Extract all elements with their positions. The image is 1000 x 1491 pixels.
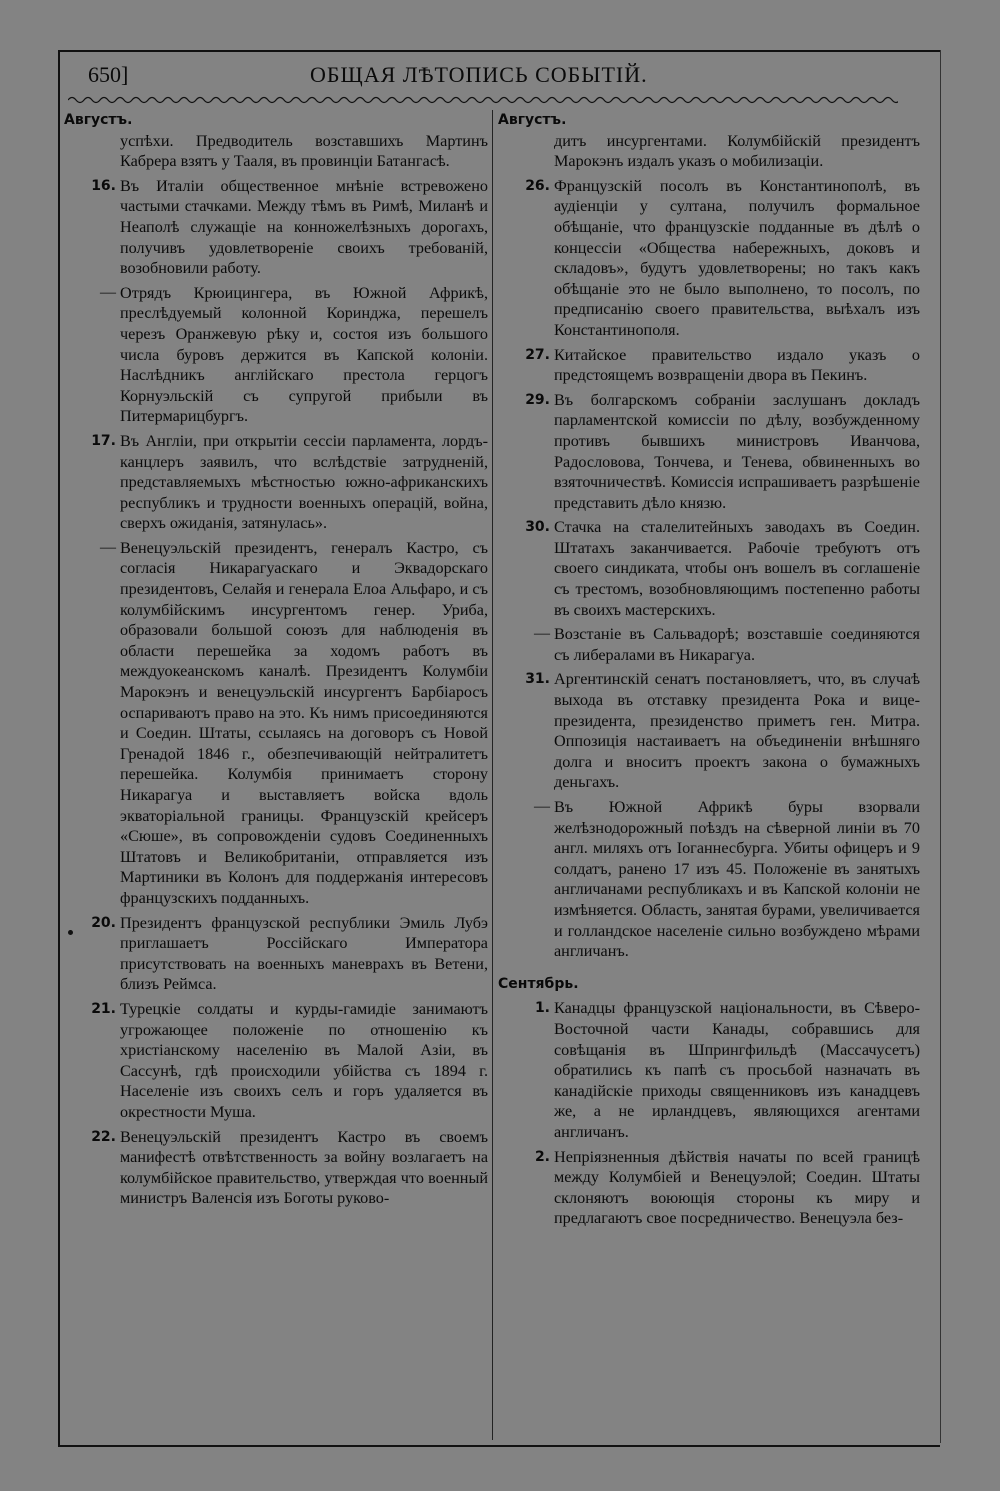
- entry-date: 30.: [525, 519, 550, 536]
- entry-date: 2.: [534, 1148, 550, 1165]
- entry-text: Непріязненныя дѣйствія начаты по всей границѣ между Колумбіей и Венецуэлой; Соедин. Штаты склоняютъ воюющія стороны къ миру и предлагаютъ свое посредничество. Венецуэла без-: [554, 1147, 920, 1228]
- entry-date: 21.: [91, 1000, 116, 1017]
- entry-date: —: [100, 283, 116, 301]
- month-heading: Августъ.: [498, 112, 567, 128]
- entry-text: Канадцы французской національности, въ Сѣверо-Восточной части Канады, собравшись для совѣщанія въ Шпрингфильдѣ (Массачусетъ) обратились къ папѣ съ просьбой назначать въ канадійскіе приходы священниковъ изъ канадцевъ же, а не ирландцевъ, являющихся агентами англичанъ.: [554, 999, 920, 1141]
- entry-date: 22.: [91, 1128, 116, 1145]
- entry-text: Возстаніе въ Сальвадорѣ; возставшіе соединяются съ либералами въ Никарагуа.: [554, 625, 920, 664]
- entry-date: 17.: [91, 432, 116, 449]
- entry-date: 1.: [534, 1000, 550, 1017]
- right-column: [498, 110, 920, 1233]
- chronicle-entry: [498, 390, 920, 514]
- chronicle-entry: [498, 669, 920, 793]
- entry-text: Въ болгарскомъ собраніи заслушанъ докладъ парламентской комиссіи по дѣлу, возбужденному противъ бывшихъ министровъ Иванчова, Радословова, Тончева, и Тенева, обвиненныхъ во взяточничествѣ. Комиссія испрашиваетъ разрѣшеніе представить дѣло князю.: [554, 390, 920, 512]
- entry-text: Въ Южной Африкѣ буры взорвали желѣзнодорожный поѣздъ на сѣверной линіи въ 70 англ. миляхъ отъ Іоганнесбурга. Убиты офицеръ и 9 солдатъ, ранено 17 изъ 45. Положеніе въ занятыхъ англичанами республикахъ и въ Капской колоніи не измѣняется. Область, занятая бурами, увеличивается и голландское населеніе сильно возбуждено мѣрами англичанъ.: [554, 798, 920, 961]
- column-divider: [492, 110, 493, 1440]
- entry-text: Турецкіе солдаты и курды-гамидіе занимаютъ угрожающее положеніе по отношенію къ христіанскому населенію въ Малой Азіи, въ Сассунѣ, гдѣ происходили убійства съ 1894 г. Населеніе изъ своихъ селъ и горъ удаляется въ окрестности Муша.: [120, 999, 488, 1121]
- entry-date: 20.: [91, 914, 116, 931]
- chronicle-entry: [64, 913, 488, 995]
- entry-text: Въ Англіи, при открытіи сессіи парламента, лордъ-канцлеръ заявилъ, что вслѣдствіе затрудненій, представляемыхъ мѣстностью южно-африканскихъ республикъ и трудности военныхъ операцій, война, сверхъ ожиданія, затянулась».: [120, 431, 488, 533]
- entry-date: 26.: [525, 177, 550, 194]
- page-title: ОБЩАЯ ЛѢТОПИСЬ СОБЫТІЙ.: [310, 62, 648, 87]
- chronicle-entry: [64, 176, 488, 279]
- chronicle-entry: [498, 345, 920, 386]
- chronicle-entry: [64, 1127, 488, 1209]
- chronicle-entry: [498, 624, 920, 665]
- entry-text: Президентъ французской республики Эмиль Лубэ приглашаетъ Россійскаго Императора присутствовать на военныхъ маневрахъ въ Ветени, близъ Реймса.: [120, 913, 488, 994]
- right-entries-september: [498, 998, 920, 1229]
- chronicle-entry: [64, 999, 488, 1123]
- entry-text: Французскій посолъ въ Константинополѣ, въ аудіенціи у султана, получилъ формальное обѣщаніе, что французскіе подданные въ дѣлѣ о концессіи «Общества набережныхъ, доковъ и складовъ», будутъ удовлетворены; но такъ какъ обѣщаніе это не было выполнено, то посолъ, по предписанію своего правительства, выѣхалъ изъ Константинополя.: [554, 176, 920, 339]
- month-heading: Августъ.: [64, 112, 133, 128]
- page-number: 650]: [88, 62, 129, 87]
- entry-text: Стачка на сталелитейныхъ заводахъ въ Соедин. Штатахъ заканчивается. Рабочіе требуютъ отъ своего синдиката, чтобы онъ вошелъ въ соглашеніе съ трестомъ, возобновляющимъ постепенно работы въ своихъ мастерскихъ.: [554, 518, 920, 619]
- entry-text: Венецуэльскій президентъ Кастро въ своемъ манифестѣ отвѣтственность за войну возлагаетъ на колумбійское правительство, утверждая что военный министръ Валенсія изъ Боготы руково-: [120, 1127, 488, 1208]
- entry-date: —: [100, 538, 116, 556]
- entry-date: 27.: [525, 346, 550, 363]
- entry-date: 31.: [525, 671, 550, 688]
- header-wavy-rule: [68, 93, 898, 107]
- chronicle-entry: [498, 517, 920, 620]
- chronicle-entry: [64, 283, 488, 427]
- entry-text: Аргентинскій сенатъ постановляетъ, что, въ случаѣ выхода въ отставку президента Рока и вице-президента, президенство приметъ ген. Митра. Оппозиція настаиваетъ на объединеніи внѣшняго долга и вноситъ проектъ закона о бумажныхъ деньгахъ.: [554, 670, 920, 792]
- chronicle-entry: [498, 1147, 920, 1229]
- month-heading-september: Сентябрь.: [498, 975, 579, 992]
- left-column: [64, 110, 488, 1213]
- entry-date: —: [534, 798, 550, 815]
- entry-text: Китайское правительство издало указъ о предстоящемъ возвращеніи двора въ Пекинъ.: [554, 345, 920, 385]
- continuation-text: дитъ инсургентами. Колумбійскій президентъ Марокэнъ издалъ указъ о мобилизаціи.: [554, 131, 920, 171]
- chronicle-entry: [498, 797, 920, 962]
- right-entries: [498, 176, 920, 962]
- left-entries: [64, 176, 488, 1209]
- chronicle-entry: [498, 176, 920, 341]
- continuation-text: успѣхи. Предводитель возставшихъ Мартинъ Кабрера взятъ у Тааля, въ провинціи Батангасѣ.: [120, 131, 488, 171]
- chronicle-entry: [498, 998, 920, 1142]
- entry-text: Венецуэльскій президентъ, генералъ Кастро, съ согласія Никарагуаскаго и Эквадорскаго президентовъ, Селайя и генерала Елоа Альфаро, и съ колумбійскимъ инсургентомъ генер. Уриба, образовали большой союзъ для наблюденія въ области перешейка за ходомъ работъ въ междуокеанскомъ каналѣ. Президентъ Колумбіи Марокэнъ и венецуэльскій инсургентъ Барбіаросъ оспариваютъ право на это. Къ нимъ присоединяются и Соедин. Штаты, ссылаясь на договоръ съ Новой Гренадой 1846 г., обезпечивающій нейтралитетъ перешейка. Колумбія принимаетъ сторону Никарагуа и выставляетъ войска вдоль экваторіальной границы. Французскій крейсеръ «Сюше», въ сопровожденіи судовъ Соединенныхъ Штатовъ и Великобританіи, отправляется изъ Мартиники въ Колонъ для поддержанія интересовъ французскихъ подданныхъ.: [120, 538, 488, 907]
- page-frame-right: [940, 50, 941, 1443]
- margin-dot: [68, 930, 73, 935]
- entry-date: —: [534, 625, 550, 643]
- entry-date: 29.: [525, 391, 550, 408]
- entry-text: Въ Италіи общественное мнѣніе встревожено частыми стачками. Между тѣмъ въ Римѣ, Миланѣ и Неаполѣ служащіе на конножелѣзныхъ дорогахъ, получивъ удовлетвореніе своихъ требованій, возобновили работу.: [120, 176, 488, 278]
- entry-text: Отрядъ Крюицингера, въ Южной Африкѣ, преслѣдуемый колонной Коринджа, перешелъ черезъ Оранжевую рѣку и, состоя изъ большого числа буровъ держится въ Капской колоніи. Наслѣдникъ англійскаго престола герцогъ Корнуэльскій съ супругой прибыли въ Питермарицбургъ.: [120, 283, 488, 426]
- page-header: [88, 62, 928, 92]
- entry-date: 16.: [91, 177, 116, 194]
- chronicle-entry: [64, 431, 488, 534]
- chronicle-entry: [64, 538, 488, 909]
